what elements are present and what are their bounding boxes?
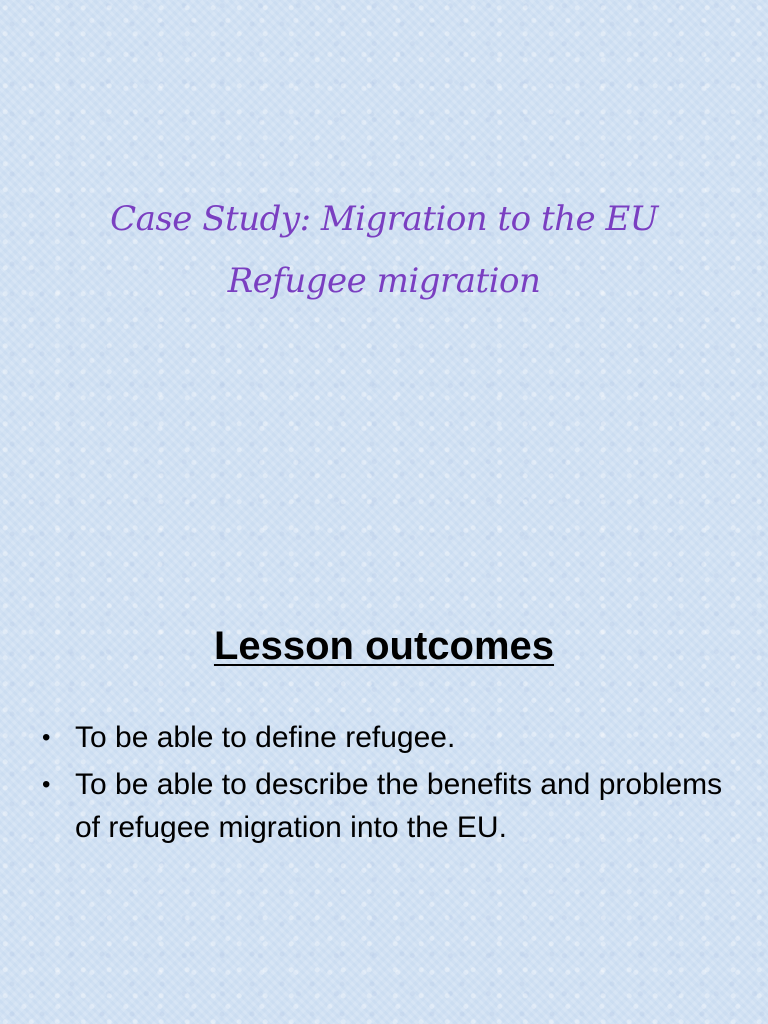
list-item — [42, 716, 732, 759]
title-line-2: Refugee migration — [227, 261, 541, 301]
list-item-text: To be able to describe the benefits and problems of refugee migration into the EU. — [75, 768, 723, 844]
title-line-1: Case Study: Migration to the EU — [110, 199, 658, 239]
list-item — [42, 763, 732, 849]
lesson-outcomes-heading: Lesson outcomes — [213, 624, 555, 668]
bullet-icon: • — [42, 771, 51, 798]
list-item-text: To be able to define refugee. — [75, 721, 456, 754]
bullet-icon: • — [42, 724, 51, 751]
slide-title — [0, 188, 768, 312]
outcomes-list — [42, 716, 732, 853]
